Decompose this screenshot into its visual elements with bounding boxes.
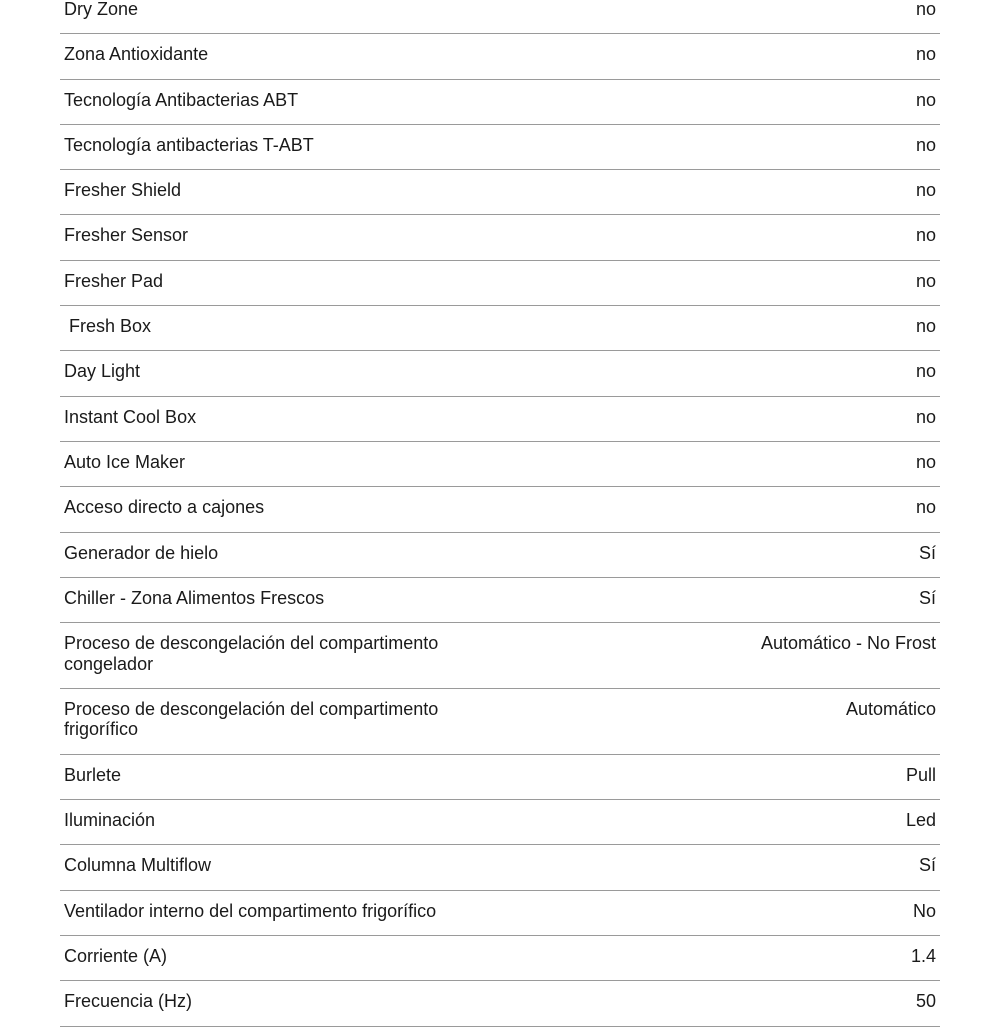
spec-value: Automático - No Frost [760, 633, 936, 654]
spec-label: Instant Cool Box [64, 406, 197, 427]
spec-row-auto-ice-maker [60, 442, 940, 487]
spec-label: Columna Multiflow [64, 855, 212, 876]
spec-label: Chiller - Zona Alimentos Frescos [64, 587, 325, 608]
spec-value: no [915, 451, 936, 472]
spec-row-dry-zone [60, 0, 940, 34]
spec-row-acceso-directo-cajones [60, 487, 940, 532]
spec-label: Corriente (A) [64, 945, 168, 966]
spec-label: Auto Ice Maker [64, 451, 186, 472]
spec-value: 1.4 [910, 945, 936, 966]
spec-label: Generador de hielo [64, 542, 219, 563]
spec-value: Led [905, 810, 936, 831]
spec-value: no [915, 497, 936, 518]
spec-value: no [915, 270, 936, 291]
spec-label: Frecuencia (Hz) [64, 991, 193, 1012]
spec-row-descongelacion-frigorifico [60, 689, 940, 755]
spec-row-ventilador-interno [60, 891, 940, 936]
spec-row-iluminacion [60, 800, 940, 845]
spec-row-tecnologia-t-abt [60, 125, 940, 170]
spec-label: Ventilador interno del compartimento frigorífico [64, 900, 437, 921]
spec-label: Tecnología Antibacterias ABT [64, 89, 299, 110]
spec-label: Dry Zone [64, 0, 139, 19]
spec-row-generador-hielo [60, 533, 940, 578]
spec-label: Burlete [64, 764, 122, 785]
spec-value: no [915, 134, 936, 155]
spec-label: Zona Antioxidante [64, 44, 209, 65]
spec-row-columna-multiflow [60, 845, 940, 890]
spec-label: Acceso directo a cajones [64, 497, 265, 518]
spec-row-burlete [60, 755, 940, 800]
spec-row-tecnologia-abt [60, 80, 940, 125]
spec-row-fresher-pad [60, 261, 940, 306]
spec-value: no [915, 0, 936, 19]
spec-value: no [915, 361, 936, 382]
spec-value: Sí [918, 855, 936, 876]
spec-label: Fresher Pad [64, 270, 164, 291]
spec-label: Fresh Box [64, 316, 152, 337]
spec-value: no [915, 316, 936, 337]
spec-value: Automático [845, 698, 936, 719]
spec-value: no [915, 225, 936, 246]
spec-value: Pull [905, 764, 936, 785]
spec-label: Iluminación [64, 810, 156, 831]
spec-row-day-light [60, 351, 940, 396]
spec-value: no [915, 406, 936, 427]
spec-row-zona-antioxidante [60, 34, 940, 79]
spec-value: Sí [918, 542, 936, 563]
spec-label: Tecnología antibacterias T-ABT [64, 134, 314, 155]
spec-row-corriente [60, 936, 940, 981]
spec-value: No [912, 900, 936, 921]
spec-row-fresher-shield [60, 170, 940, 215]
spec-row-fresher-sensor [60, 215, 940, 260]
spec-value: 50 [915, 991, 936, 1012]
spec-row-chiller [60, 578, 940, 623]
spec-row-fresh-box [60, 306, 940, 351]
spec-row-instant-cool-box [60, 397, 940, 442]
spec-value: no [915, 44, 936, 65]
spec-value: no [915, 180, 936, 201]
spec-row-descongelacion-congelador [60, 623, 940, 689]
specifications-table [60, 0, 940, 1027]
spec-value: no [915, 89, 936, 110]
spec-label: Proceso de descongelación del compartimento congelador [64, 633, 444, 674]
spec-label: Fresher Shield [64, 180, 182, 201]
spec-value: Sí [918, 587, 936, 608]
spec-label: Proceso de descongelación del compartimento frigorífico [64, 698, 444, 740]
spec-label: Fresher Sensor [64, 225, 189, 246]
spec-row-frecuencia [60, 981, 940, 1026]
spec-label: Day Light [64, 361, 141, 382]
